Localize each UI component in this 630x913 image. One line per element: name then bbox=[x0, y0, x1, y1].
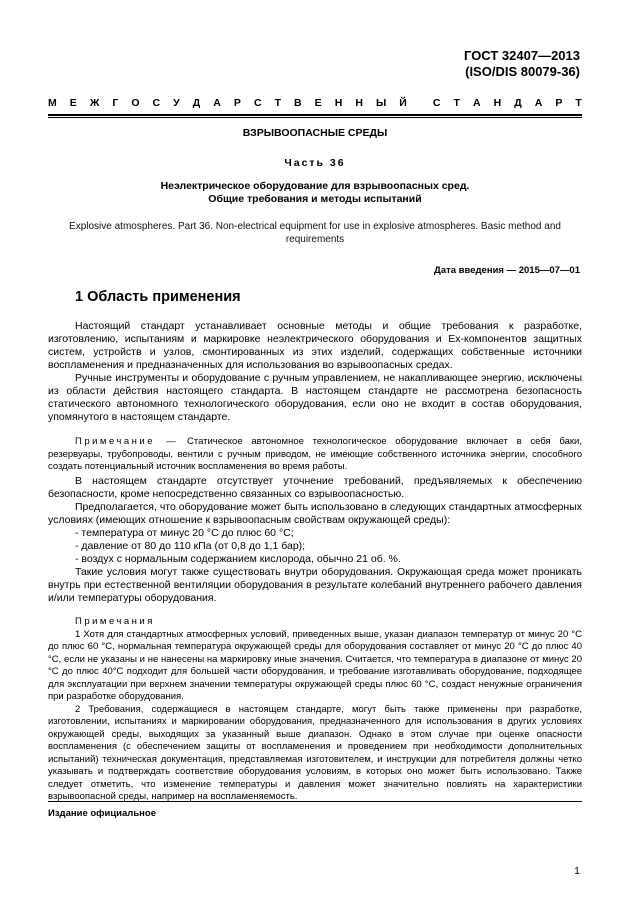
banner-letter: С bbox=[152, 97, 161, 109]
section-body-part-2 bbox=[48, 475, 582, 605]
banner-letter: С bbox=[432, 97, 441, 109]
subtitle-line-1: Неэлектрическое оборудование для взрывоопасных сред. bbox=[160, 180, 470, 192]
list-item: - температура от минус 20 °С до плюс 60 °С; bbox=[75, 527, 294, 539]
banner-letter: У bbox=[173, 97, 180, 109]
page-number: 1 bbox=[574, 865, 580, 877]
banner-letter: Т bbox=[575, 97, 582, 109]
note-2: 2 Требования, содержащиеся в настоящем стандарте, могут быть также применены при разработке, изготовлении, испытаниях и маркировании оборудования, предназначенного для использования в других условиях окружающей среды, выходящих за указанный выше диапазон. Однако в этом случае при оценке опасности воспламенения (с обеспечением защиты от воспламенения и проведением при необходимости дополнительных испытаний) техническая документация, представляемая изготовителем, и инструкции для потребителя должны четко указывать и подтверждать соответствие оборудования условиям, в которых оно может быть использовано. Также следует отметить, что изменение температуры и давления может значительно повлиять на характеристики взрывоопасной среды, например на воспламеняемость. bbox=[48, 703, 582, 802]
banner-letter: В bbox=[294, 97, 302, 109]
banner-letter: А bbox=[472, 97, 481, 109]
list-item: - давление от 80 до 110 кПа (от 0,8 до 1,1 бар); bbox=[75, 540, 306, 552]
banner-letter: Ж bbox=[89, 97, 100, 109]
banner-letter: Ы bbox=[375, 97, 387, 109]
header-rule-thin bbox=[48, 117, 582, 118]
list-item: - воздух с нормальным содержанием кислорода, обычно 21 об. %. bbox=[75, 553, 401, 565]
official-edition-label: Издание официальное bbox=[48, 808, 156, 819]
banner-letter: Е bbox=[314, 97, 322, 109]
banner-letter: Н bbox=[493, 97, 502, 109]
section-body-part-1 bbox=[48, 320, 582, 424]
english-title: Explosive atmospheres. Part 36. Non-electrical equipment for use in explosive atmospheres. Basic method and requirements bbox=[69, 221, 561, 245]
document-title: ВЗРЫВООПАСНЫЕ СРЕДЫ bbox=[242, 127, 388, 139]
banner-letter: Р bbox=[233, 97, 241, 109]
footer-rule bbox=[48, 801, 582, 802]
banner-letter: А bbox=[534, 97, 543, 109]
interstate-standard-banner bbox=[48, 97, 582, 109]
banner-letter: А bbox=[213, 97, 221, 109]
paragraph-conditions: Предполагается, что оборудование может быть использовано в следующих стандартных атмосферных условиях (имеющих отношение к взрывоопасным свойствам окружающей среды): bbox=[48, 501, 582, 526]
document-subtitle bbox=[48, 180, 582, 206]
banner-letter: Н bbox=[334, 97, 343, 109]
subtitle-line-2: Общие требования и методы испытаний bbox=[208, 193, 422, 205]
banner-letter: С bbox=[253, 97, 262, 109]
section-heading: 1 Область применения bbox=[75, 289, 241, 305]
introduction-date: Дата введения — 2015—07—01 bbox=[434, 265, 580, 276]
conditions-list bbox=[48, 527, 582, 566]
notes-block bbox=[48, 616, 582, 804]
header-rule-thick bbox=[48, 114, 582, 116]
note-label: Примечание — bbox=[75, 436, 179, 447]
iso-reference: (ISO/DIS 80079-36) bbox=[465, 64, 580, 79]
part-number: Часть 36 bbox=[284, 157, 346, 169]
banner-letter: Д bbox=[192, 97, 201, 109]
banner-letter: Е bbox=[69, 97, 77, 109]
standard-designation bbox=[464, 48, 580, 80]
gost-number: ГОСТ 32407—2013 bbox=[464, 48, 580, 63]
banner-letter: Г bbox=[112, 97, 119, 109]
paragraph-exclusions: Ручные инструменты и оборудование с ручным управлением, не накапливающее энергию, исключены из области действия настоящего стандарта. В настоящем стандарте не рассмотрена безопасность статического автономного технологического оборудования, если оно не входит в состав оборудования, упомянутого в настоящем стандарте. bbox=[48, 372, 582, 423]
note-1: 1 Хотя для стандартных атмосферных условий, приведенных выше, указан диапазон температур от минус 20 °С до плюс 60 °С, нормальная температура окружающей среды для оборудования составляет от минус 20 °С до плюс 40 °С, если не указаны и не нанесены на маркировку иные значения. Считается, что температура в диапазоне от минус 20 °С до плюс 40°С подходит для большей части оборудования, и требование изготавливать оборудование, подходящее для эксплуатации при верхнем значении температуры окружающей среды плюс 60 °С, создаст ненужные ограничения при разработке оборудования. bbox=[48, 628, 582, 702]
banner-letter: Т bbox=[274, 97, 281, 109]
banner-letter: Й bbox=[399, 97, 407, 109]
banner-letter: Т bbox=[453, 97, 460, 109]
banner-letter: Р bbox=[555, 97, 563, 109]
banner-letter: Д bbox=[514, 97, 522, 109]
banner-letter: М bbox=[48, 97, 57, 109]
paragraph-scope: Настоящий стандарт устанавливает основные методы и общие требования к разработке, изготовлению, испытаниям и маркировке неэлектрического оборудования и Ex-компонентов защитных систем, устройств и узлов, смонтированных из этих изделий, содержащих собственные источники воспламенения и предназначенных для использования во взрывоопасных средах. bbox=[48, 320, 582, 371]
banner-letter: О bbox=[131, 97, 140, 109]
paragraph-safety: В настоящем стандарте отсутствует уточнение требований, предъявляемых к обеспечению безопасности, кроме непосредственно связанных со взрывоопасностью. bbox=[48, 475, 582, 500]
notes-label: Примечания bbox=[75, 616, 155, 627]
note-text: Статическое автономное технологическое оборудование включает в себя баки, резервуары, трубопроводы, вентили с ручным приводом, не имеющие собственного источника энергии, способного создать потенциальный источник воспламенения во время работы. bbox=[48, 436, 582, 472]
note-static-equipment bbox=[48, 436, 582, 474]
banner-letter: Н bbox=[355, 97, 363, 109]
paragraph-internal-conditions: Такие условия могут также существовать внутри оборудования. Окружающая среда может проникать внутрь при естественной вентиляции оборудования в результате колебаний внутреннего рабочего давления и/или температуры оборудования. bbox=[48, 566, 582, 604]
